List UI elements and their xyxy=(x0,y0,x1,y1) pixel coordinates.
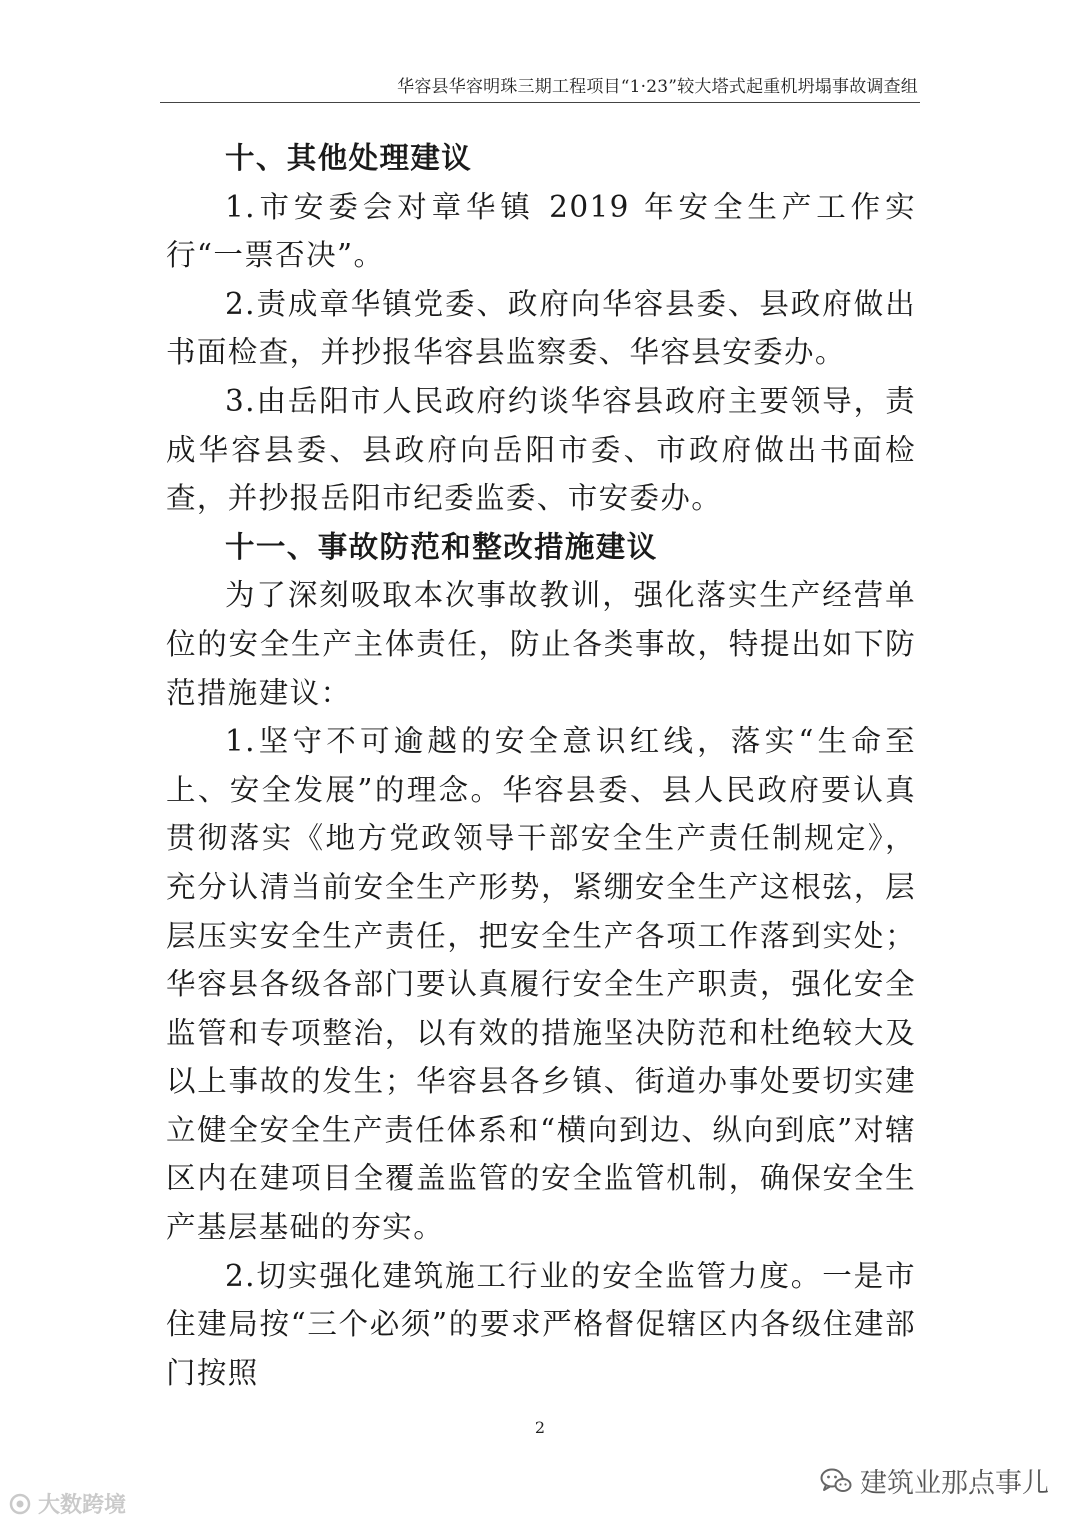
watermark-left xyxy=(8,1488,126,1519)
paragraph-s11-item2: 2.切实强化建筑施工行业的安全监管力度。一是市住建局按“三个必须”的要求严格督促辖区内各级住建部门按照 xyxy=(166,1258,916,1390)
paragraph-s10-item1: 1.市安委会对章华镇 2019 年安全生产工作实行“一票否决”。 xyxy=(166,189,916,273)
camera-logo-icon xyxy=(8,1492,32,1516)
paragraph-s10-item3: 3.由岳阳市人民政府约谈华容县政府主要领导，责成华容县委、县政府向岳阳市委、市政府做出书面检查，并抄报岳阳市纪委监委、市安委办。 xyxy=(166,383,916,516)
watermark-left-text: 大数跨境 xyxy=(38,1493,127,1518)
paragraph-s10-item2: 2.责成章华镇党委、政府向华容县委、县政府做出书面检查，并抄报华容县监察委、华容县安委办。 xyxy=(166,286,916,370)
paragraph-s11-item1: 1.坚守不可逾越的安全意识红线，落实“生命至上、安全发展”的理念。华容县委、县人民政府要认真贯彻落实《地方党政领导干部安全生产责任制规定》，充分认清当前安全生产形势，紧绷安全生产这根弦，层层压实安全生产责任，把安全生产各项工作落到实处；华容县各级各部门要认真履行安全生产职责，强化安全监管和专项整治，以有效的措施坚决防范和杜绝较大及以上事故的发生；华容县各乡镇、街道办事处要切实建立健全安全生产责任体系和“横向到边、纵向到底”对辖区内在建项目全覆盖监管的安全监管机制，确保安全生产基层基础的夯实。 xyxy=(166,724,916,1245)
section-heading-10: 十、其他处理建议 xyxy=(225,141,473,175)
watermark-right-text: 建筑业那点事儿 xyxy=(860,1468,1049,1499)
document-body xyxy=(166,134,916,1397)
section-heading-11: 十一、事故防范和整改措施建议 xyxy=(225,529,658,564)
running-header: 华容县华容明珠三期工程项目“1·23”较大塔式起重机坍塌事故调查组 xyxy=(397,77,918,97)
paragraph-s11-intro: 为了深刻吸取本次事故教训，强化落实生产经营单位的安全生产主体责任，防止各类事故，特提出如下防范措施建议： xyxy=(166,578,916,710)
page-number: 2 xyxy=(534,1418,546,1437)
wechat-icon xyxy=(820,1466,852,1496)
header-rule xyxy=(160,102,920,103)
watermark-right xyxy=(820,1461,1049,1500)
